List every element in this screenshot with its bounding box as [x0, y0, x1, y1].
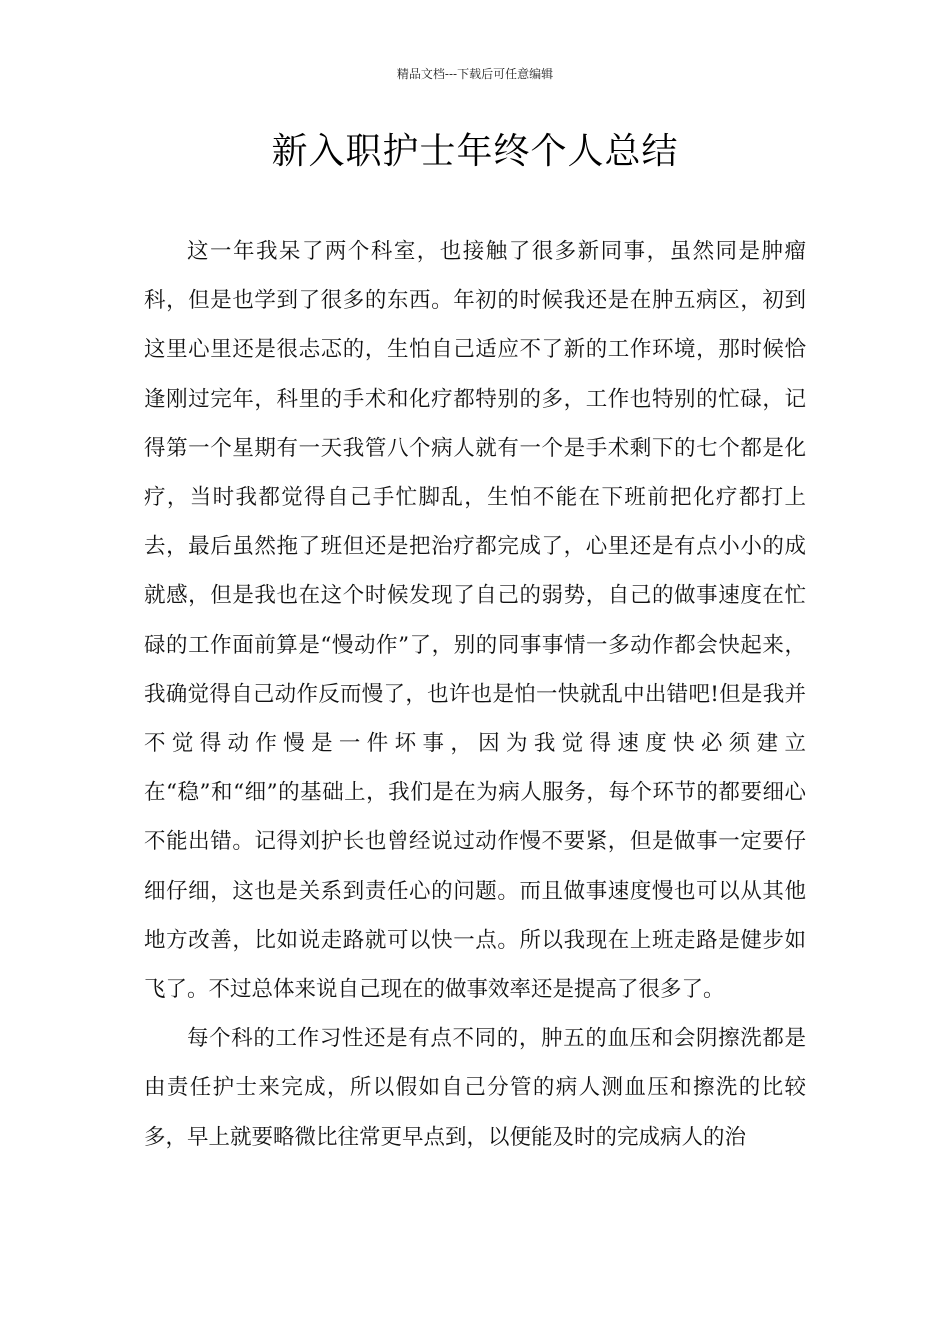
- document-title: 新入职护士年终个人总结: [271, 131, 679, 172]
- body-paragraph-1: 这一年我呆了两个科室，也接触了很多新同事，虽然同是肿瘤科，但是也学到了很多的东西。年初的时候我还是在肿五病区，初到这里心里还是很忐忑的，生怕自己适应不了新的工作环境，那时候恰逢刚过完年，科里的手术和化疗都特别的多，工作也特别的忙碌，记得第一个星期有一天我管八个病人就有一个是手术剩下的七个都是化疗，当时我都觉得自己手忙脚乱，生怕不能在下班前把化疗都打上去，最后虽然拖了班但还是把治疗都完成了，心里还是有点小小的成就感，但是我也在这个时候发现了自己的弱势，自己的做事速度在忙碌的工作面前算是“慢动作”了，别的同事事情一多动作都会快起来，我确觉得自己动作反而慢了，也许也是怕一快就乱中出错吧!但是我并不觉得动作慢是一件坏事，因为我觉得速度快必须建立在“稳”和“细”的基础上，我们是在为病人服务，每个环节的都要细心不能出错。记得刘护长也曾经说过动作慢不要紧，但是做事一定要仔细仔细，这也是关系到责任心的问题。而且做事速度慢也可以从其他地方改善，比如说走路就可以快一点。所以我现在上班走路是健步如飞了。不过总体来说自己现在的做事效率还是提高了很多了。: [144, 239, 806, 1003]
- document-body: [144, 227, 806, 1162]
- body-paragraph-2: 每个科的工作习性还是有点不同的，肿五的血压和会阴擦洗都是由责任护士来完成，所以假如自己分管的病人测血压和擦洗的比较多，早上就要略微比往常更早点到，以便能及时的完成病人的治: [144, 1026, 806, 1150]
- page-header-note: 精品文档---下载后可任意编辑: [396, 67, 554, 81]
